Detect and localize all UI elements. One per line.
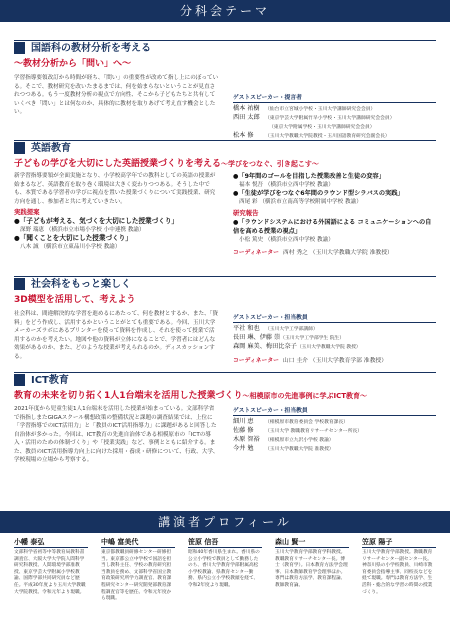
profile-card (101, 537, 175, 603)
speaker-name: 西田 太郎 (233, 114, 260, 121)
profile-card (275, 537, 349, 590)
speaker-affiliation: （相模原市立九沢小学校 教諭） (265, 438, 334, 443)
speaker-affiliation: （玉川大学工学部講師） (265, 327, 318, 332)
practice-presenter: 西尾 彩 （横浜市立南高等学校附属中学校 教諭） (239, 199, 362, 205)
section-subtitle (14, 158, 436, 170)
english-right-column (233, 172, 436, 256)
speaker-row (233, 123, 436, 132)
coordinator-label: コーディネーター (233, 250, 279, 256)
speaker-name: 平社 和也 (233, 325, 260, 332)
speaker-heading: ゲストスピーカー・担当教員 (233, 312, 436, 323)
research-title: ●「ラウンドシステムにおける外国語による コミュニケーションへの自信を高める授業の視点」 (233, 219, 432, 235)
speaker-row (233, 114, 436, 123)
section-title: 英語教育 (31, 143, 71, 154)
speaker-row (233, 445, 436, 454)
profile-band (0, 511, 450, 533)
section-body: 学習指導要領改訂から時間が経ち、「問い」の重要性が改めて指し上にのぼっている。そこで、教材研究を改いたまるまでは、何を始まらないということが見直されつつある。もう一度教材分析の視点で方向性、そこから子どもたちと共有していくべき「問い」とは何なのか、具体的に教材を取りあげて考え直す機会としたい。 (14, 75, 219, 115)
square-marker-icon (14, 278, 25, 290)
coordinator-name: 山口 圭介 （玉川大学教育学部 准教授） (282, 358, 387, 364)
section-ict (14, 372, 436, 463)
speaker-name: 森岡 麻美、梅田比奈子 (233, 343, 297, 350)
speaker-row (233, 418, 436, 427)
practice-presenter: 深野 瑞恵 （横浜市立市場小学校 小中連携 教諭） (20, 227, 145, 233)
speaker-row (233, 325, 436, 334)
speaker-heading: ゲストスピーカー・提言者 (233, 92, 436, 103)
practice-title: ●「9年間のゴールを目指した授業改善と生徒の変容」 (233, 173, 385, 180)
speaker-row (233, 436, 436, 445)
speaker-affiliation: （玉川大学教職大学院 准教授） (265, 447, 334, 452)
speaker-row (233, 343, 436, 352)
speaker-row (233, 105, 436, 114)
speaker-affiliation: （東京大学附属学校・玉川大学講師研究会会員） (269, 125, 375, 130)
section-header (14, 140, 436, 155)
profile-name: 森山 賢一 (275, 537, 349, 548)
speaker-name: 細川 恵 (233, 418, 254, 425)
speaker-affiliation: （東京学芸大学附属竹早小学校・玉川大学講師研究会会員） (265, 116, 395, 121)
speaker-affiliation: （仙台市立宮城小学校・玉川大学講師研究会会員） (265, 107, 376, 112)
practice-label: 実践提案 (14, 208, 40, 216)
practice-title: ●「聞くことを大切にした授業づくり」 (14, 234, 132, 242)
speaker-affiliation: （相模原市教育委員会 学校教育課長） (265, 420, 349, 425)
profile-text: 玉川大学教育学部教育学科教授。教職教育リサーチセンター長。博士（教育学）。日本教育方法学会理事、日本教師教育学会理事ほか。専門は教育方法学、教育課程論、教師教育論。 (275, 550, 348, 588)
practice-presenter: 福本 悦吾 （横浜市立西中学校 教諭） (239, 182, 334, 188)
section-body: 社会科は、間違解決的な学習を進めるにあたって、何を教材とするか、また、「資料」をどう作成し、活用するかということがとても重要である。今回、玉川大学メーカーズラボにあるプリンターを使って資料を作成し、それを使って授業で活用するのかを考えたい。地図や他の資料が立体になることで、学習者にはどんな効果があるのか、また、どのような授業が考えられるのか。ディスカッションする。 (14, 311, 219, 360)
profile-text: 昭和40年香川県生まれ。香川県の公立小学校で教員として勤務したのち、香川大学教育学部附属高松小学校教諭、県教育センター勤務、県内公立小学校教頭を経て、令和2年度より現職。 (188, 550, 260, 588)
section-title: ICT教育 (31, 375, 69, 386)
section-body: 2021年度から児童生徒1人1台端末を活用した授業が始まっている。文部科学省で指指しまたGIGAスクール構想政策の整備状況と課題の調査結果では、上位に「学習指導でのICT活用力」と「教員のICT活用指導力」に課題があると回答した自治体が多かった。今回は、ICT教育の先進自治体である相模原市の「ICTの導入・活用のための体制づくり」や「授業実践」など、事例とともに紹介する。また、教員のICT活用指導力向上に向けた採用・養成・研修について、行政、大学、学校現場の立場から考察する。 (14, 406, 219, 463)
speaker-name: 橋本 祐樹 (233, 105, 260, 112)
section-subtitle: 3D模型を活用して、考えよう (14, 295, 136, 305)
profile-title: 講演者プロフィール (158, 515, 292, 529)
square-marker-icon (14, 142, 25, 154)
section-title: 国語科の教材分析を考える (31, 43, 151, 54)
section-english (14, 140, 436, 256)
section-header (14, 372, 436, 387)
subtitle-main: 子どもの学びを大切にした英語授業づくりを考える (14, 159, 222, 169)
speaker-name: 長田 琳、伊藤 崇 (233, 334, 281, 341)
section-header (14, 40, 436, 55)
speaker-box (233, 312, 436, 364)
speaker-heading: ゲストスピーカー・担当教員 (233, 405, 436, 416)
profile-name: 笠原 陽子 (362, 537, 436, 548)
speaker-name: 今井 勉 (233, 445, 254, 452)
profile-list (14, 537, 436, 637)
profile-name: 小幡 泰弘 (14, 537, 88, 548)
profile-name: 笹原 信吾 (188, 537, 262, 548)
subtitle-small: ～相模原市の先進事例に学ぶICT教育～ (242, 392, 368, 400)
coordinator-name: 西村 秀之 （玉川大学教職大学院 准教授） (282, 250, 393, 256)
practice-presenter: 八木 誠 （横浜市立東品川小学校 教諭） (20, 244, 121, 250)
square-marker-icon (14, 42, 25, 54)
speaker-box (233, 405, 436, 454)
square-marker-icon (14, 374, 25, 386)
section-japanese (14, 40, 436, 139)
section-subtitle (14, 390, 436, 402)
speaker-row (233, 427, 436, 436)
profile-text: 玉川大学教育学部教授。教職教育リサーチセンター副センター長。神奈川県の小学校教員、川崎市教育委員会指導主事、同校長などを経て現職。専門は教育方法学、生活科・総合的な学習の時間の授業づくり。 (362, 550, 433, 595)
speaker-affiliation: （玉川大学 教職教育リサーチセンター所長） (265, 429, 363, 434)
header-band (0, 0, 450, 22)
speaker-box (233, 92, 436, 141)
research-label: 研究報告 (233, 209, 259, 217)
section-social (14, 276, 436, 364)
subtitle-main: 教育の未来を切り拓く1人1台端末を活用した授業づくり (14, 391, 243, 401)
coordinator (233, 247, 436, 256)
profile-card (188, 537, 262, 590)
page-title: 分科会テーマ (179, 4, 270, 18)
section-header (14, 276, 436, 291)
section-subtitle: ～教材分析から「問い」へ～ (14, 59, 132, 69)
english-left-column (14, 172, 219, 251)
speaker-affiliation: （玉川大学教職大学院教授・玉川国語教育研究会副会長） (265, 134, 390, 139)
coordinator-label: コーディネーター (233, 358, 279, 364)
speaker-affiliation: （玉川大学工学部学生 院生） (280, 336, 345, 341)
coordinator (233, 355, 436, 364)
section-body: 新学習指導要領が全面実施となり、小学校高学年での教科としての英語の授業が始まるなど、英語教育を取り巻く環境は大きく変わりつつある。そうした中でも、本質である学習者の学びに視点を置いた授業づくりについて実践授業、研究方向を通し、参加者と共に考えていきたい。 (14, 173, 216, 205)
speaker-affiliation: （玉川大学教職大学院 教授） (296, 345, 361, 350)
subtitle-small: ～学びをつなぐ、引き起こす～ (221, 160, 319, 168)
section-title: 社会科をもっと楽しく (31, 279, 131, 290)
practice-title: ●「生徒が学びをつなぐ6年間のラウンド型シラバスの実践」 (233, 190, 404, 197)
profile-text: 東京都教職員研修センター研修担当。東京都公立中学校で国語を担当し教科主任、学校の教育研究担当教員を務め、文部科学省国立教育政策研究所学力調査官、教育課程研究センター研究開発部教育課程調査官等を歴任。令和元年度から現職。 (101, 550, 172, 602)
speaker-row (233, 334, 436, 343)
profile-card (14, 537, 88, 596)
speaker-name: 松本 修 (233, 132, 254, 139)
speaker-name: 木原 智裕 (233, 436, 260, 443)
profile-card (362, 537, 436, 596)
profile-text: 文部科学省初等中等教育局教科書調査官、大阪大学大学院人間科学研究科教授、人間環境学部准教授、東京学芸大学附属小学校教諭、国際学部共同研究員など歴任。平成30年度より玉川大学教職大学院教授。令和元年より現職。 (14, 550, 86, 595)
practice-title: ●「子どもが考える、気づくを大切にした授業づくり」 (14, 217, 179, 225)
speaker-name: 佐藤 修 (233, 427, 254, 434)
research-presenter: 小松 篤史 （横浜市立西中学校 教諭） (239, 237, 334, 243)
profile-name: 中嶋 富美代 (101, 537, 175, 548)
